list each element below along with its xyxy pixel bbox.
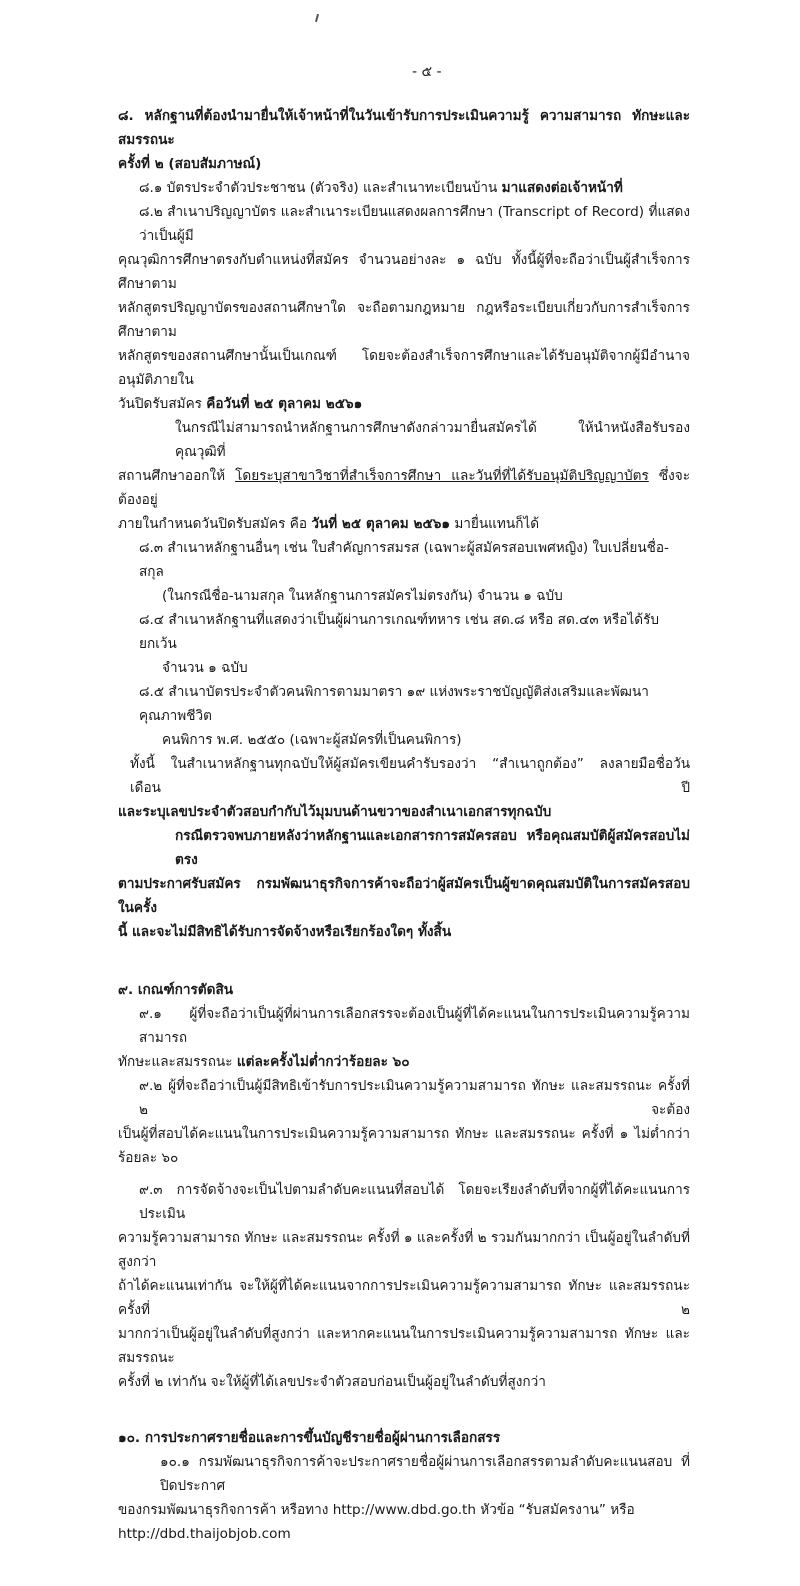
text-line bbox=[118, 416, 690, 464]
bold-text: และระบุเลขประจำตัวสอบกำกับไว้มุมบนด้านขวาของสำเนาเอกสารทุกฉบับ bbox=[118, 804, 552, 820]
bold-text: แต่ละครั้งไม่ต่ำกว่าร้อยละ ๖๐ bbox=[236, 1054, 410, 1070]
text-run: ครั้งที่ ๒ เท่ากัน จะให้ผู้ที่ได้เลขประจำตัวสอบก่อนเป็นผู้อยู่ในลำดับที่สูงกว่า bbox=[118, 1374, 546, 1390]
text-run: ๘.๒ สำเนาปริญญาบัตร และสำเนาระเบียนแสดงผลการศึกษา (Transcript of Record) ที่แสดงว่าเป็นผู้มี bbox=[139, 204, 690, 244]
text-line bbox=[118, 800, 690, 824]
text-line bbox=[118, 1178, 690, 1226]
text-line bbox=[118, 1146, 690, 1170]
text-line bbox=[118, 872, 690, 920]
text-run: ๙.๒ ผู้ที่จะถือว่าเป็นผู้มีสิทธิเข้ารับการประเมินความรู้ความสามารถ ทักษะ และสมรรถนะ ครั้งที่ ๒ จะต้อง bbox=[139, 1078, 690, 1118]
text-line bbox=[118, 1002, 690, 1050]
text-run: ๙.๑ ผู้ที่จะถือว่าเป็นผู้ที่ผ่านการเลือกสรรจะต้องเป็นผู้ที่ได้คะแนนในการประเมินความรู้ความสามารถ bbox=[139, 1006, 690, 1046]
text-run: คุณวุฒิการศึกษาตรงกับตำแหน่งที่สมัคร จำนวนอย่างละ ๑ ฉบับ ทั้งนี้ผู้ที่จะถือว่าเป็นผู้สำเร็จการศึกษาตาม bbox=[118, 252, 690, 292]
text-line bbox=[118, 1322, 690, 1370]
text-line bbox=[118, 248, 690, 296]
text-run: ถ้าได้คะแนนเท่ากัน จะให้ผู้ที่ได้คะแนนจากการประเมินความรู้ความสามารถ ทักษะ และสมรรถนะครั้งที่ ๒ bbox=[118, 1278, 690, 1318]
text-line bbox=[118, 1498, 690, 1522]
bold-text: คือวันที่ ๒๕ ตุลาคม ๒๕๖๑ bbox=[206, 396, 363, 412]
text-run: ๘.๔ สำเนาหลักฐานที่แสดงว่าเป็นผู้ผ่านการเกณฑ์ทหาร เช่น สด.๘ หรือ สด.๔๓ หรือได้รับยกเว้น bbox=[139, 612, 660, 652]
text-line bbox=[118, 536, 690, 584]
document-body bbox=[118, 104, 690, 1546]
text-line bbox=[118, 1426, 690, 1450]
bold-text: ๑๐. การประกาศรายชื่อและการขึ้นบัญชีรายชื่อผู้ผ่านการเลือกสรร bbox=[118, 1430, 501, 1446]
text-line bbox=[118, 1274, 690, 1322]
text-line bbox=[118, 608, 690, 656]
text-line bbox=[118, 680, 690, 728]
text-line bbox=[118, 512, 690, 536]
text-run: ร้อยละ ๖๐ bbox=[118, 1150, 179, 1166]
bold-text: ๘. หลักฐานที่ต้องนำมายื่นให้เจ้าหน้าที่ในวันเข้ารับการประเมินความรู้ ความสามารถ ทักษะและสมรรถนะ bbox=[118, 108, 690, 148]
text-run: ซึ่งจะต้องอยู่ bbox=[118, 468, 690, 508]
text-run: (ในกรณีชื่อ-นามสกุล ในหลักฐานการสมัครไม่ตรงกัน) จำนวน ๑ ฉบับ bbox=[162, 588, 563, 604]
text-line bbox=[118, 1522, 690, 1546]
text-line bbox=[118, 200, 690, 248]
text-run: มายื่นแทนก็ได้ bbox=[450, 516, 540, 532]
text-line bbox=[118, 152, 690, 176]
bold-text: ตามประกาศรับสมัคร กรมพัฒนาธุรกิจการค้าจะถือว่าผู้สมัครเป็นผู้ขาดคุณสมบัติในการสมัครสอบในครั้ง bbox=[118, 876, 690, 916]
text-run: สถานศึกษาออกให้ bbox=[118, 468, 236, 484]
text-line bbox=[118, 1074, 690, 1122]
text-line bbox=[118, 752, 690, 800]
text-run: หลักสูตรของสถานศึกษานั้นเป็นเกณฑ์ โดยจะต้องสำเร็จการศึกษาและได้รับอนุมัติจากผู้มีอำนาจอนุมัติภายใน bbox=[118, 348, 690, 388]
text-run: ๙.๓ การจัดจ้างจะเป็นไปตามลำดับคะแนนที่สอบได้ โดยจะเรียงลำดับที่จากผู้ที่ได้คะแนนการประเมิน bbox=[139, 1182, 690, 1222]
text-run: คนพิการ พ.ศ. ๒๕๕๐ (เฉพาะผู้สมัครที่เป็นคนพิการ) bbox=[162, 732, 462, 748]
text-line bbox=[118, 296, 690, 344]
underlined-text: โดยระบุสาขาวิชาที่สำเร็จการศึกษา และวันที่ที่ได้รับอนุมัติปริญญาบัตร bbox=[235, 468, 649, 484]
text-run: ความรู้ความสามารถ ทักษะ และสมรรถนะ ครั้งที่ ๑ และครั้งที่ ๒ รวมกันมากกว่า เป็นผู้อยู่ในลำดับที่สูงกว่า bbox=[118, 1230, 690, 1270]
bold-text: วันที่ ๒๕ ตุลาคม ๒๕๖๑ bbox=[311, 516, 450, 532]
bold-text: ๙. เกณฑ์การตัดสิน bbox=[118, 982, 234, 998]
text-run: ของกรมพัฒนาธุรกิจการค้า หรือทาง http://www.dbd.go.th หัวข้อ “รับสมัครงาน” หรือ bbox=[118, 1502, 635, 1518]
text-run: หลักสูตรปริญญาบัตรของสถานศึกษาใด จะถือตามกฎหมาย กฎหรือระเบียบเกี่ยวกับการสำเร็จการศึกษาตาม bbox=[118, 300, 690, 340]
text-line bbox=[118, 824, 690, 872]
text-line bbox=[118, 392, 690, 416]
text-line bbox=[118, 978, 690, 1002]
text-run: ในกรณีไม่สามารถนำหลักฐานการศึกษาดังกล่าวมายื่นสมัครได้ ให้นำหนังสือรับรองคุณวุฒิที่ bbox=[175, 420, 690, 460]
text-run: มากกว่าเป็นผู้อยู่ในลำดับที่สูงกว่า และหากคะแนนในการประเมินความรู้ความสามารถ ทักษะ และสมรรถนะ bbox=[118, 1326, 690, 1366]
text-run: เป็นผู้ที่สอบได้คะแนนในการประเมินความรู้ความสามารถ ทักษะ และสมรรถนะ ครั้งที่ ๑ ไม่ต่ำกว่า bbox=[118, 1126, 690, 1142]
text-run: ๘.๕ สำเนาบัตรประจำตัวคนพิการตามมาตรา ๑๙ แห่งพระราชบัญญัติส่งเสริมและพัฒนาคุณภาพชีวิต bbox=[139, 684, 649, 724]
text-run: ๘.๓ สำเนาหลักฐานอื่นๆ เช่น ใบสำคัญการสมรส (เฉพาะผู้สมัครสอบเพศหญิง) ใบเปลี่ยนชื่อ-สกุล bbox=[139, 540, 669, 580]
text-run: ๑๐.๑ กรมพัฒนาธุรกิจการค้าจะประกาศรายชื่อผู้ผ่านการเลือกสรรตามลำดับคะแนนสอบ ที่ปิดประกาศ bbox=[160, 1454, 690, 1494]
text-line bbox=[118, 464, 690, 512]
scan-speck bbox=[315, 14, 319, 22]
bold-text: ครั้งที่ ๒ (สอบสัมภาษณ์) bbox=[118, 156, 262, 172]
page-number: - ๕ - bbox=[412, 64, 442, 80]
text-line bbox=[118, 728, 690, 752]
text-line bbox=[118, 656, 690, 680]
text-line bbox=[118, 1122, 690, 1146]
bold-text: นี้ และจะไม่มีสิทธิได้รับการจัดจ้างหรือเรียกร้องใดๆ ทั้งสิ้น bbox=[118, 924, 452, 940]
text-line bbox=[118, 1370, 690, 1394]
text-run: ภายในกำหนดวันปิดรับสมัคร คือ bbox=[118, 516, 312, 532]
text-line bbox=[118, 584, 690, 608]
text-line bbox=[118, 176, 690, 200]
text-line bbox=[118, 104, 690, 152]
bold-text: มาแสดงต่อเจ้าหน้าที่ bbox=[501, 180, 623, 196]
text-run: วันปิดรับสมัคร bbox=[118, 396, 207, 412]
text-run: ทั้งนี้ ในสำเนาหลักฐานทุกฉบับให้ผู้สมัครเขียนคำรับรองว่า “สำเนาถูกต้อง” ลงลายมือชื่อวัน เดือน ปี bbox=[130, 756, 690, 796]
text-line bbox=[118, 1226, 690, 1274]
text-run: http://dbd.thaijobjob.com bbox=[118, 1526, 291, 1542]
text-run: ทักษะและสมรรถนะ bbox=[118, 1054, 237, 1070]
text-run: จำนวน ๑ ฉบับ bbox=[162, 660, 248, 676]
text-run: ๘.๑ บัตรประจำตัวประชาชน (ตัวจริง) และสำเนาทะเบียนบ้าน bbox=[139, 180, 502, 196]
text-line bbox=[118, 344, 690, 392]
text-line bbox=[118, 1050, 690, 1074]
bold-text: กรณีตรวจพบภายหลังว่าหลักฐานและเอกสารการสมัครสอบ หรือคุณสมบัติผู้สมัครสอบไม่ตรง bbox=[175, 828, 690, 868]
text-line bbox=[118, 920, 690, 944]
text-line bbox=[118, 1450, 690, 1498]
